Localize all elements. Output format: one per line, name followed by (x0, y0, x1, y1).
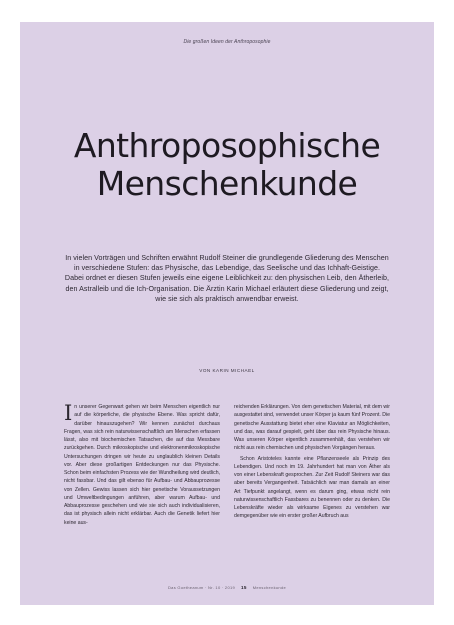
magazine-page (20, 22, 434, 605)
body-text: n unserer Gegenwart gehen wir beim Menschen eigentlich nur auf die körperliche, die physische Ebene. Was spricht dafür, darüber hinauszugehen? Wir kennen zunächst durchaus Fragen, was sich rein naturwissenschaftlich am Menschen erfassen lässt, also mit biochemischen Tatsachen, die auf das Messbare zurückgehen. Durch mikroskopische und elektronenmikroskopische Untersuchungen dringen wir heute zu unglaublich kleinen Details vor. Aber diese großartigen Entdeckungen nur das Physische. Schon beim einfachsten Prozess wie der Wundheilung wird deutlich, nicht fassbar. Und das gilt ebenso für Aufbau- und Abbauprozesse von Zellen. Gewiss lassen sich hier genetische Voraussetzungen und Umweltbedingungen anführen, aber warum Aufbau- und Abbauprozesse geschehen und wie sie sich auch individualisieren, das ist physisch allein nicht erklärbar. Auch die Genetik liefert hier keine aus- (64, 404, 220, 526)
page-number: 15 (241, 585, 247, 590)
article-byline: VON KARIN MICHAEL (199, 368, 255, 373)
article-body (64, 403, 390, 575)
footer-section: Menschenkunde (252, 585, 286, 590)
body-paragraph (64, 403, 220, 527)
page-footer (20, 585, 434, 590)
footer-publication: Das Goetheanum · Nr. 10 · 2019 (167, 585, 236, 590)
title-line-2: Menschenkunde (96, 164, 358, 203)
title-line-1: Anthroposophische (73, 126, 381, 165)
drop-cap: I (64, 403, 73, 425)
body-paragraph: reichenden Erklärungen. Von dem genetischen Material, mit dem wir ausgestattet sind, verwendet unser Körper ja kaum fünf Prozent. Die genetische Ausstattung bietet eher eine Klaviatur an Möglichkeiten, und das, was darauf gespielt, geht über das rein Physische hinaus. Was unseren Körper eigentlich zusammenhält, das verstehen wir nicht aus rein chemischen und physischen Vorgängen heraus. (234, 404, 390, 452)
article-title (20, 127, 434, 203)
article-lead: In vielen Vorträgen und Schriften erwähnt Rudolf Steiner die grundlegende Gliederung des Menschen in verschiedene Stufen: das Physische, das Lebendige, das Seelische und das Ichhaft-Geistige. Dabei ordnet er diesen Stufen jeweils eine eigene Leiblichkeit zu: den physischen Leib, den Ätherleib, den Astralleib und die Ich-Organisation. Die Ärztin Karin Michael erläutert diese Gliederung und zeigt, wie sie sich als praktisch anwendbar erweist. (64, 254, 390, 303)
body-paragraph: Schon Aristoteles kannte eine Pflanzenseele als Prinzip des Lebendigen. Und noch im 19. Jahrhundert hat man von Äther als von einer Lebenskraft gesprochen. Zur Zeit Rudolf Steiners war das aber bereits Vergangenheit. Tatsächlich war man damals an einer Art Tiefpunkt angelangt, wenn es darum ging, etwas nicht rein naturwissenschaftlich Fassbares zu benennen oder zu denken. Die Lebenskräfte wieder als wirksame Eigenes zu verstehen war demgegenüber wie ein erster großer Aufbruch aus (234, 455, 390, 520)
section-kicker: Die großen Ideen der Anthroposophie (183, 39, 271, 45)
body-column-1 (64, 403, 220, 575)
body-column-2 (234, 403, 390, 575)
